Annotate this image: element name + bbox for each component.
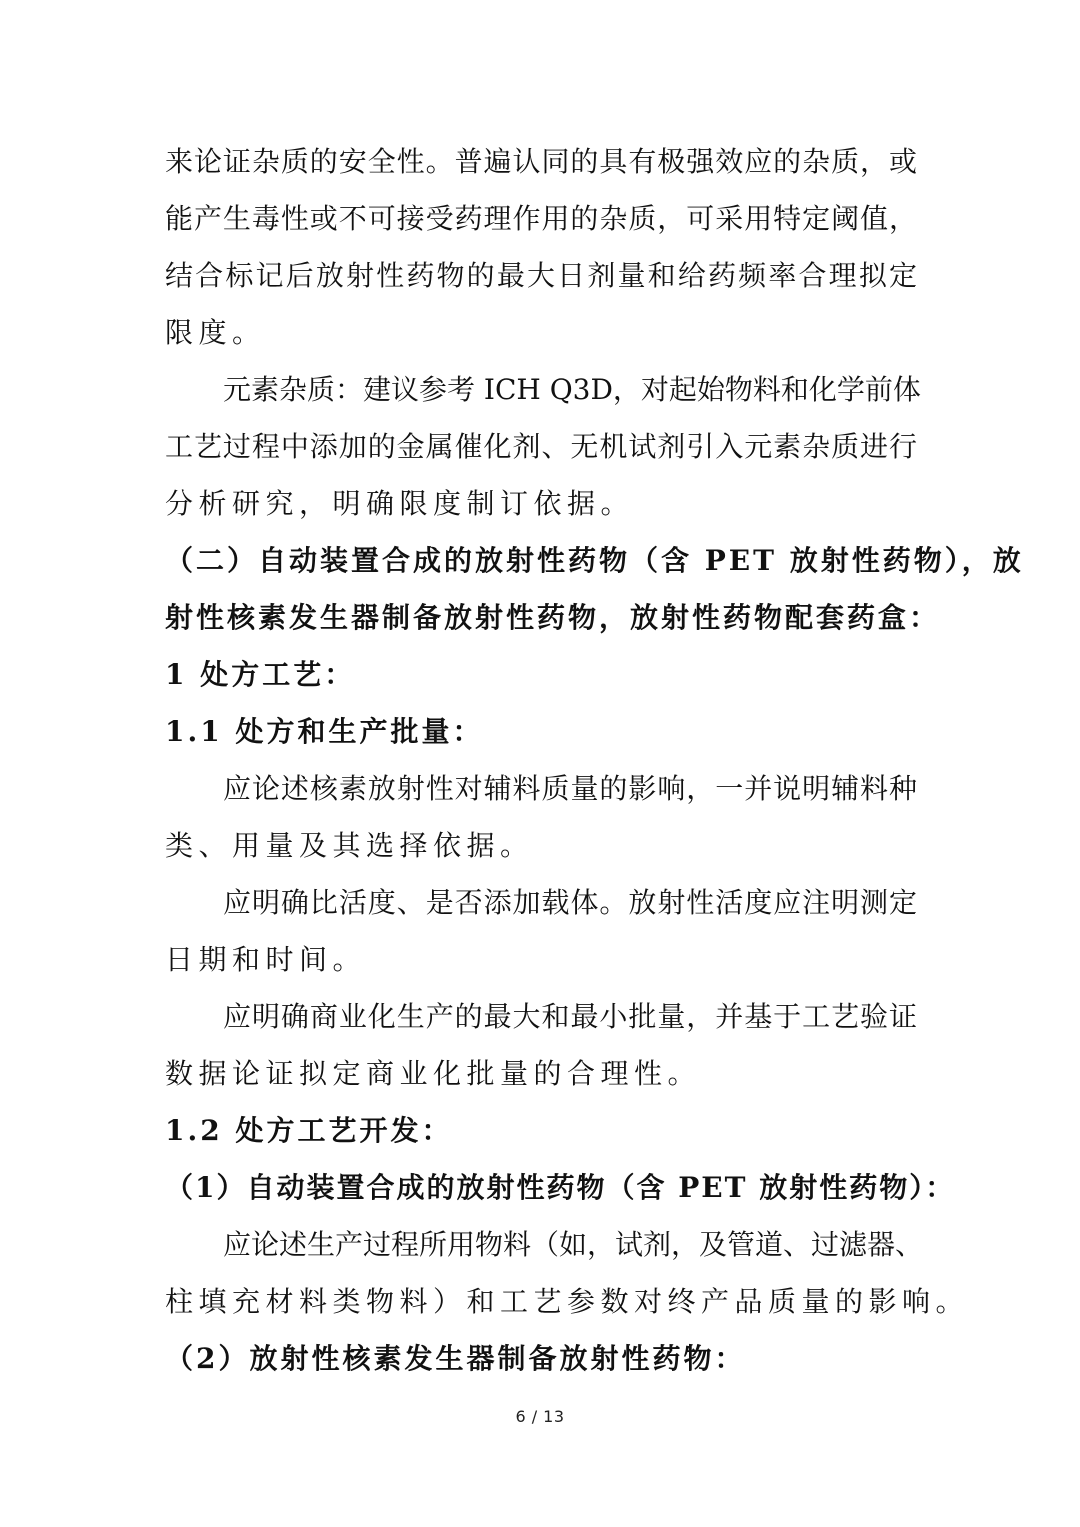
section-heading: 射性核素发生器制备放射性药物，放射性药物配套药盒： xyxy=(165,601,941,634)
subsection-heading: 1.2 处方工艺开发： xyxy=(165,1114,453,1147)
document-body xyxy=(165,133,1024,1387)
paragraph-line: 元素杂质：建议参考 ICH Q3D，对起始物料和化学前体 xyxy=(223,373,921,406)
section-heading: （二）自动装置合成的放射性药物（含 PET 放射性药物），放 xyxy=(165,544,1024,577)
paragraph-line: 来论证杂质的安全性。普遍认同的具有极强效应的杂质，或 xyxy=(165,145,917,178)
paragraph-line: 数据论证拟定商业化批量的合理性。 xyxy=(165,1057,702,1090)
subsection-heading: 1 处方工艺： xyxy=(165,658,356,691)
paragraph-line: 应明确比活度、是否添加载体。放射性活度应注明测定 xyxy=(223,886,917,919)
paragraph-line: 类、用量及其选择依据。 xyxy=(165,829,534,862)
paragraph-line: 分析研究，明确限度制订依据。 xyxy=(165,487,635,520)
subsection-heading: 1.1 处方和生产批量： xyxy=(165,715,484,748)
paragraph-line: 结合标记后放射性药物的最大日剂量和给药频率合理拟定 xyxy=(165,259,917,292)
subsection-heading: （2）放射性核素发生器制备放射性药物： xyxy=(165,1342,746,1375)
paragraph-line: 能产生毒性或不可接受药理作用的杂质，可采用特定阈值， xyxy=(165,202,917,235)
page-number: 6 / 13 xyxy=(515,1407,565,1426)
paragraph-line: 日期和时间。 xyxy=(165,943,367,976)
subsection-heading: （1）自动装置合成的放射性药物（含 PET 放射性药物）： xyxy=(165,1171,956,1204)
paragraph-line: 应明确商业化生产的最大和最小批量，并基于工艺验证 xyxy=(223,1000,917,1033)
paragraph-line: 柱填充材料类物料）和工艺参数对终产品质量的影响。 xyxy=(165,1285,970,1318)
paragraph-line: 工艺过程中添加的金属催化剂、无机试剂引入元素杂质进行 xyxy=(165,430,917,463)
paragraph-line: 应论述核素放射性对辅料质量的影响，一并说明辅料种 xyxy=(223,772,917,805)
paragraph-line: 限度。 xyxy=(165,316,266,349)
paragraph-line: 应论述生产过程所用物料（如，试剂，及管道、过滤器、 xyxy=(223,1228,924,1261)
